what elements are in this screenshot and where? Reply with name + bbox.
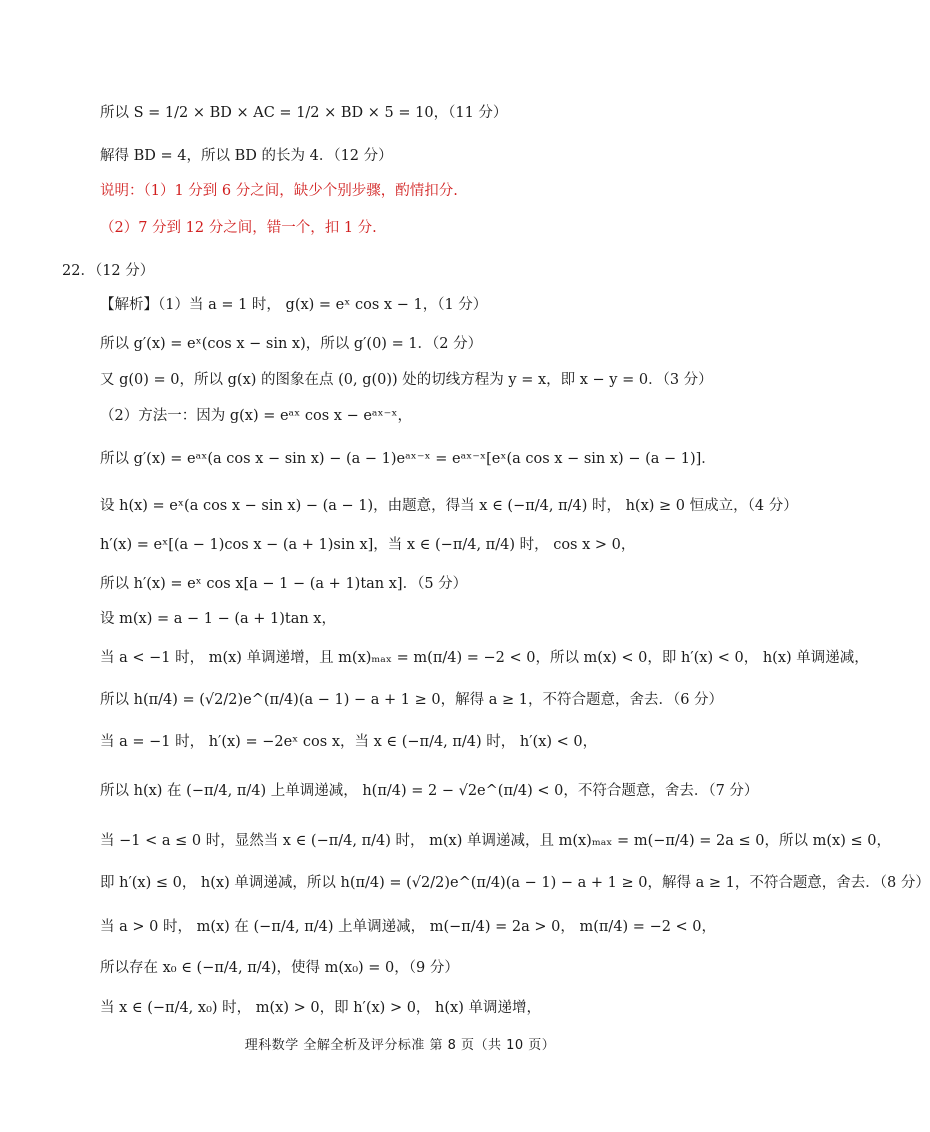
line-23: 当 x ∈ (−π/4, x₀) 时， m(x) > 0，即 h′(x) > 0， h(x) 单调递增， <box>100 1000 541 1016</box>
line-2: 解得 BD = 4，所以 BD 的长为 4．（12 分） <box>100 148 393 164</box>
line-12: h′(x) = eˣ[(a − 1)cos x − (a + 1)sin x]，当 x ∈ (−π/4, π/4) 时， cos x > 0， <box>100 537 636 553</box>
line-22: 所以存在 x₀ ∈ (−π/4, π/4)，使得 m(x₀) = 0，（9 分） <box>100 960 459 976</box>
line-1: 所以 S = 1/2 × BD × AC = 1/2 × BD × 5 = 10，（11 分） <box>100 105 508 121</box>
line-13: 所以 h′(x) = eˣ cos x[a − 1 − (a + 1)tan x]．（5 分） <box>100 576 468 592</box>
line-16: 所以 h(π/4) = (√2/2)e^(π/4)(a − 1) − a + 1 ≥ 0，解得 a ≥ 1，不符合题意，舍去．（6 分） <box>100 692 724 708</box>
page-footer: 理科数学 全解全析及评分标准 第 8 页（共 10 页） <box>244 1038 556 1053</box>
note-1: 说明：（1）1 分到 6 分之间，缺少个别步骤，酌情扣分. <box>100 183 458 199</box>
line-14: 设 m(x) = a − 1 − (a + 1)tan x， <box>100 611 336 627</box>
line-15: 当 a < −1 时， m(x) 单调递增，且 m(x)ₘₐₓ = m(π/4) = −2 < 0，所以 m(x) < 0，即 h′(x) < 0， h(x) 单调递减， <box>100 650 869 666</box>
question-header: 22．（12 分） <box>62 263 155 279</box>
line-10: 所以 g′(x) = eᵃˣ(a cos x − sin x) − (a − 1)eᵃˣ⁻ˣ = eᵃˣ⁻ˣ[eˣ(a cos x − sin x) − (a − 1)]． <box>100 451 716 467</box>
line-20: 即 h′(x) ≤ 0， h(x) 单调递减，所以 h(π/4) = (√2/2)e^(π/4)(a − 1) − a + 1 ≥ 0，解得 a ≥ 1，不符合题意，舍去．（8 分） <box>100 875 930 891</box>
line-19: 当 −1 < a ≤ 0 时，显然当 x ∈ (−π/4, π/4) 时， m(x) 单调递减，且 m(x)ₘₐₓ = m(−π/4) = 2a ≤ 0，所以 m(x) ≤ 0， <box>100 833 891 849</box>
line-21: 当 a > 0 时， m(x) 在 (−π/4, π/4) 上单调递减， m(−π/4) = 2a > 0， m(π/4) = −2 < 0， <box>100 919 717 935</box>
note-2: （2）7 分到 12 分之间，错一个，扣 1 分. <box>100 220 377 236</box>
line-8: 又 g(0) = 0，所以 g(x) 的图象在点 (0, g(0)) 处的切线方程为 y = x，即 x − y = 0．（3 分） <box>100 372 713 388</box>
line-7: 所以 g′(x) = eˣ(cos x − sin x)，所以 g′(0) = 1．（2 分） <box>100 336 483 352</box>
line-9: （2）方法一：因为 g(x) = eᵃˣ cos x − eᵃˣ⁻ˣ， <box>100 408 412 424</box>
line-17: 当 a = −1 时， h′(x) = −2eˣ cos x，当 x ∈ (−π/4, π/4) 时， h′(x) < 0， <box>100 734 598 750</box>
line-6: 【解析】（1）当 a = 1 时， g(x) = eˣ cos x − 1，（1 分） <box>100 297 488 313</box>
line-11: 设 h(x) = eˣ(a cos x − sin x) − (a − 1)，由题意，得当 x ∈ (−π/4, π/4) 时， h(x) ≥ 0 恒成立，（4 分） <box>100 498 798 514</box>
line-18: 所以 h(x) 在 (−π/4, π/4) 上单调递减， h(π/4) = 2 − √2e^(π/4) < 0，不符合题意，舍去．（7 分） <box>100 783 759 799</box>
